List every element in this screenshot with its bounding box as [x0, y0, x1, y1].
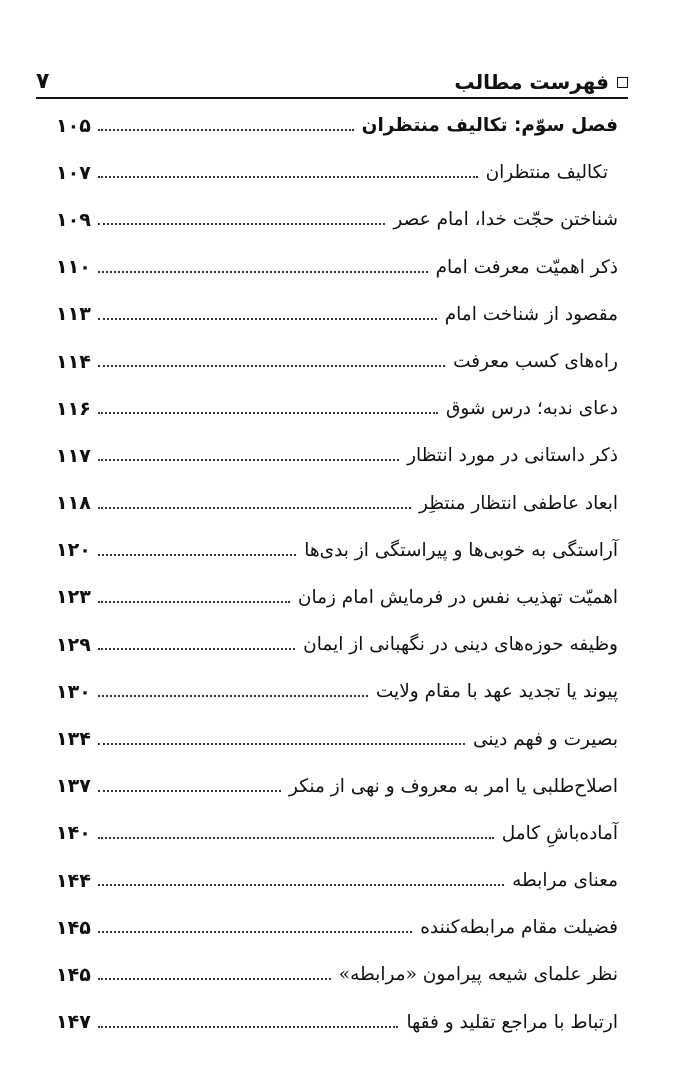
toc-entry-page: ۱۴۴ [56, 869, 91, 892]
toc-entry-title: اهمیّت تهذیب نفس در فرمایش امام زمان [297, 586, 618, 608]
toc-entry-page: ۱۱۷ [56, 444, 91, 467]
toc-row [56, 338, 618, 385]
toc-dot-leader [98, 364, 445, 367]
toc-row [56, 810, 618, 857]
toc-entry-page: ۱۱۶ [56, 397, 91, 420]
toc-entry-title: اصلاح‌طلبی یا امر به معروف و نهی از منکر [288, 775, 618, 797]
toc-row [56, 480, 618, 527]
toc-dot-leader [98, 175, 478, 178]
toc-entry-title: دعای ندبه؛ درس شوق [445, 398, 618, 420]
toc-entry-title: راه‌های کسب معرفت [453, 351, 618, 373]
toc-entry-page: ۱۱۴ [56, 350, 91, 373]
toc-dot-leader [98, 317, 437, 320]
toc-entry-page: ۱۳۰ [56, 680, 91, 703]
table-of-contents [56, 102, 618, 1046]
toc-entry-title: آماده‌باشِ کامل [501, 822, 618, 844]
toc-entry-title: ذکر داستانی در مورد انتظار [407, 445, 618, 467]
toc-entry-page: ۱۱۰ [56, 256, 91, 279]
header-title-text: فهرست مطالب [454, 70, 609, 94]
toc-entry-page: ۱۴۷ [56, 1011, 91, 1034]
toc-dot-leader [98, 128, 354, 131]
toc-entry-page: ۱۰۵ [56, 114, 91, 137]
toc-row [56, 196, 618, 243]
toc-entry-title: بصیرت و فهم دینی [472, 728, 618, 750]
toc-dot-leader [98, 600, 290, 603]
toc-dot-leader [98, 789, 281, 792]
toc-row [56, 857, 618, 904]
toc-entry-title: معنای مرابطه [512, 870, 618, 892]
toc-entry-title: ذکر اهمیّت معرفت امام [435, 256, 618, 278]
toc-dot-leader [98, 977, 331, 980]
toc-entry-title: وظیفه حوزه‌های دینی در نگهبانی از ایمان [303, 634, 618, 656]
toc-entry-title: آراستگی به خوبی‌ها و پیراستگی از بدی‌ها [304, 539, 618, 561]
toc-entry-page: ۱۳۷ [56, 775, 91, 798]
page-header-title [454, 70, 628, 94]
toc-dot-leader [98, 883, 504, 886]
toc-dot-leader [98, 222, 385, 225]
toc-row [56, 385, 618, 432]
toc-entry-title: تکالیف منتظران [485, 162, 608, 184]
toc-dot-leader [98, 458, 399, 461]
toc-entry-title: مقصود از شناخت امام [444, 303, 618, 325]
toc-row [56, 244, 618, 291]
square-bullet-icon [617, 77, 628, 88]
toc-entry-page: ۱۲۹ [56, 633, 91, 656]
header-page-number: ۷ [36, 69, 50, 94]
toc-entry-page: ۱۰۹ [56, 208, 91, 231]
toc-dot-leader [98, 742, 465, 745]
toc-row [56, 291, 618, 338]
toc-dot-leader [98, 411, 438, 414]
toc-entry-page: ۱۲۰ [56, 539, 91, 562]
toc-dot-leader [98, 694, 368, 697]
toc-entry-title: شناختن حجّت خدا، امام عصر [393, 209, 618, 231]
toc-entry-page: ۱۴۵ [56, 916, 91, 939]
toc-row [56, 904, 618, 951]
toc-dot-leader [98, 506, 411, 509]
page-header [36, 60, 628, 99]
toc-chapter-row [56, 102, 618, 149]
toc-dot-leader [98, 930, 412, 933]
toc-entry-title: ابعاد عاطفی انتظار منتظِر [419, 492, 618, 514]
toc-entry-page: ۱۰۷ [56, 161, 91, 184]
toc-row [56, 527, 618, 574]
toc-row [56, 668, 618, 715]
toc-entry-title: نظر علمای شیعه پیرامون «مرابطه» [338, 964, 618, 986]
toc-row [56, 621, 618, 668]
toc-dot-leader [98, 647, 295, 650]
toc-dot-leader [98, 836, 494, 839]
toc-row [56, 432, 618, 479]
toc-entry-page: ۱۱۸ [56, 492, 91, 515]
toc-entry-title: فضیلت مقام مرابطه‌کننده [420, 917, 618, 939]
toc-row [56, 715, 618, 762]
toc-entry-title: پیوند یا تجدید عهد با مقام ولایت [375, 681, 618, 703]
toc-entry-page: ۱۱۳ [56, 303, 91, 326]
toc-entry-page: ۱۳۴ [56, 728, 91, 751]
toc-entry-page: ۱۲۳ [56, 586, 91, 609]
toc-row [56, 574, 618, 621]
toc-row [56, 999, 618, 1046]
toc-entry-title: ارتباط با مراجع تقلید و فقها [406, 1011, 618, 1033]
toc-entry-page: ۱۴۵ [56, 963, 91, 986]
toc-row [56, 149, 618, 196]
toc-dot-leader [98, 1025, 398, 1028]
toc-dot-leader [98, 270, 428, 273]
toc-entry-page: ۱۴۰ [56, 822, 91, 845]
toc-dot-leader [98, 553, 296, 556]
toc-row [56, 763, 618, 810]
toc-entry-title: فصل سوّم: تکالیف منتظران [361, 115, 618, 137]
toc-row [56, 951, 618, 998]
